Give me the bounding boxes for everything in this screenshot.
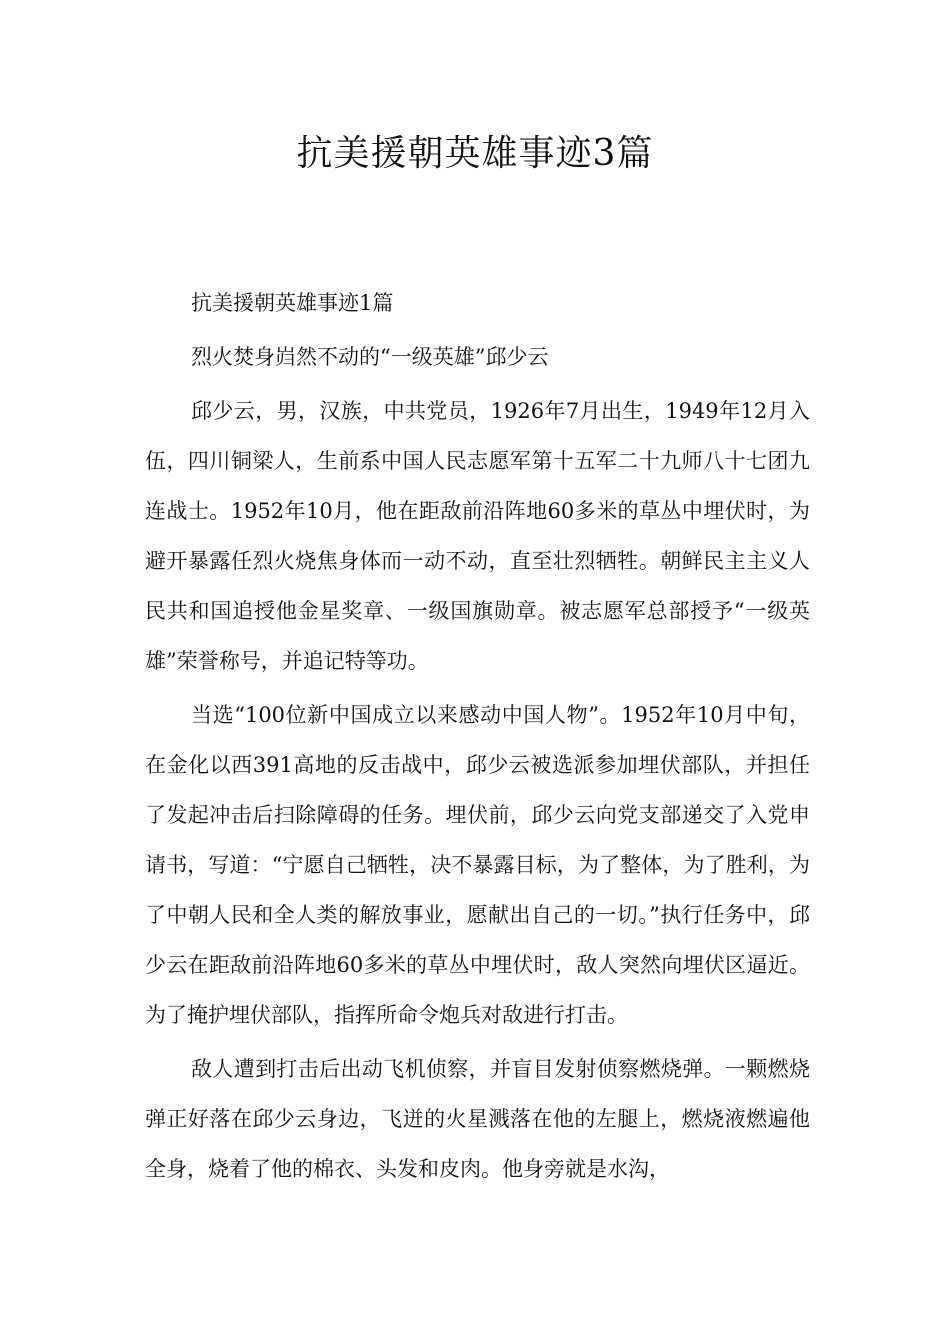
body-paragraph: 邱少云，男，汉族，中共党员，1926年7月出生，1949年12月入伍，四川铜梁人，生前系中国人民志愿军第十五军二十九师八十七团九连战士。1952年10月，他在距敌前沿阵地60多米的草丛中埋伏时，为避开暴露任烈火烧焦身体而一动不动，直至壮烈牺牲。朝鲜民主主义人民共和国追授他金星奖章、一级国旗勋章。被志愿军总部授予“一级英雄”荣誉称号，并追记特等功。 <box>145 399 810 673</box>
body-paragraph: 当选“100位新中国成立以来感动中国人物”。1952年10月中旬，在金化以西391高地的反击战中，邱少云被选派参加埋伏部队，并担任了发起冲击后扫除障碍的任务。埋伏前，邱少云向党支部递交了入党申请书，写道：“宁愿自己牺牲，决不暴露目标，为了整体，为了胜利，为了中朝人民和全人类的解放事业，愿献出自己的一切。”执行任务中，邱少云在距敌前沿阵地60多米的草丛中埋伏时，敌人突然向埋伏区逼近。为了掩护埋伏部队，指挥所命令炮兵对敌进行打击。 <box>145 703 810 1027</box>
body-paragraph: 敌人遭到打击后出动飞机侦察，并盲目发射侦察燃烧弹。一颗燃烧弹正好落在邱少云身边，飞迸的火星溅落在他的左腿上，燃烧液燃遍他全身，烧着了他的棉衣、头发和皮肉。他身旁就是水沟， <box>145 1057 810 1181</box>
section-heading: 抗美援朝英雄事迹1篇 <box>191 291 394 315</box>
article-subtitle: 烈火焚身岿然不动的“一级英雄”邱少云 <box>191 345 549 369</box>
document-body <box>145 278 810 1198</box>
document-title: 抗美援朝英雄事迹3篇 <box>296 133 654 174</box>
